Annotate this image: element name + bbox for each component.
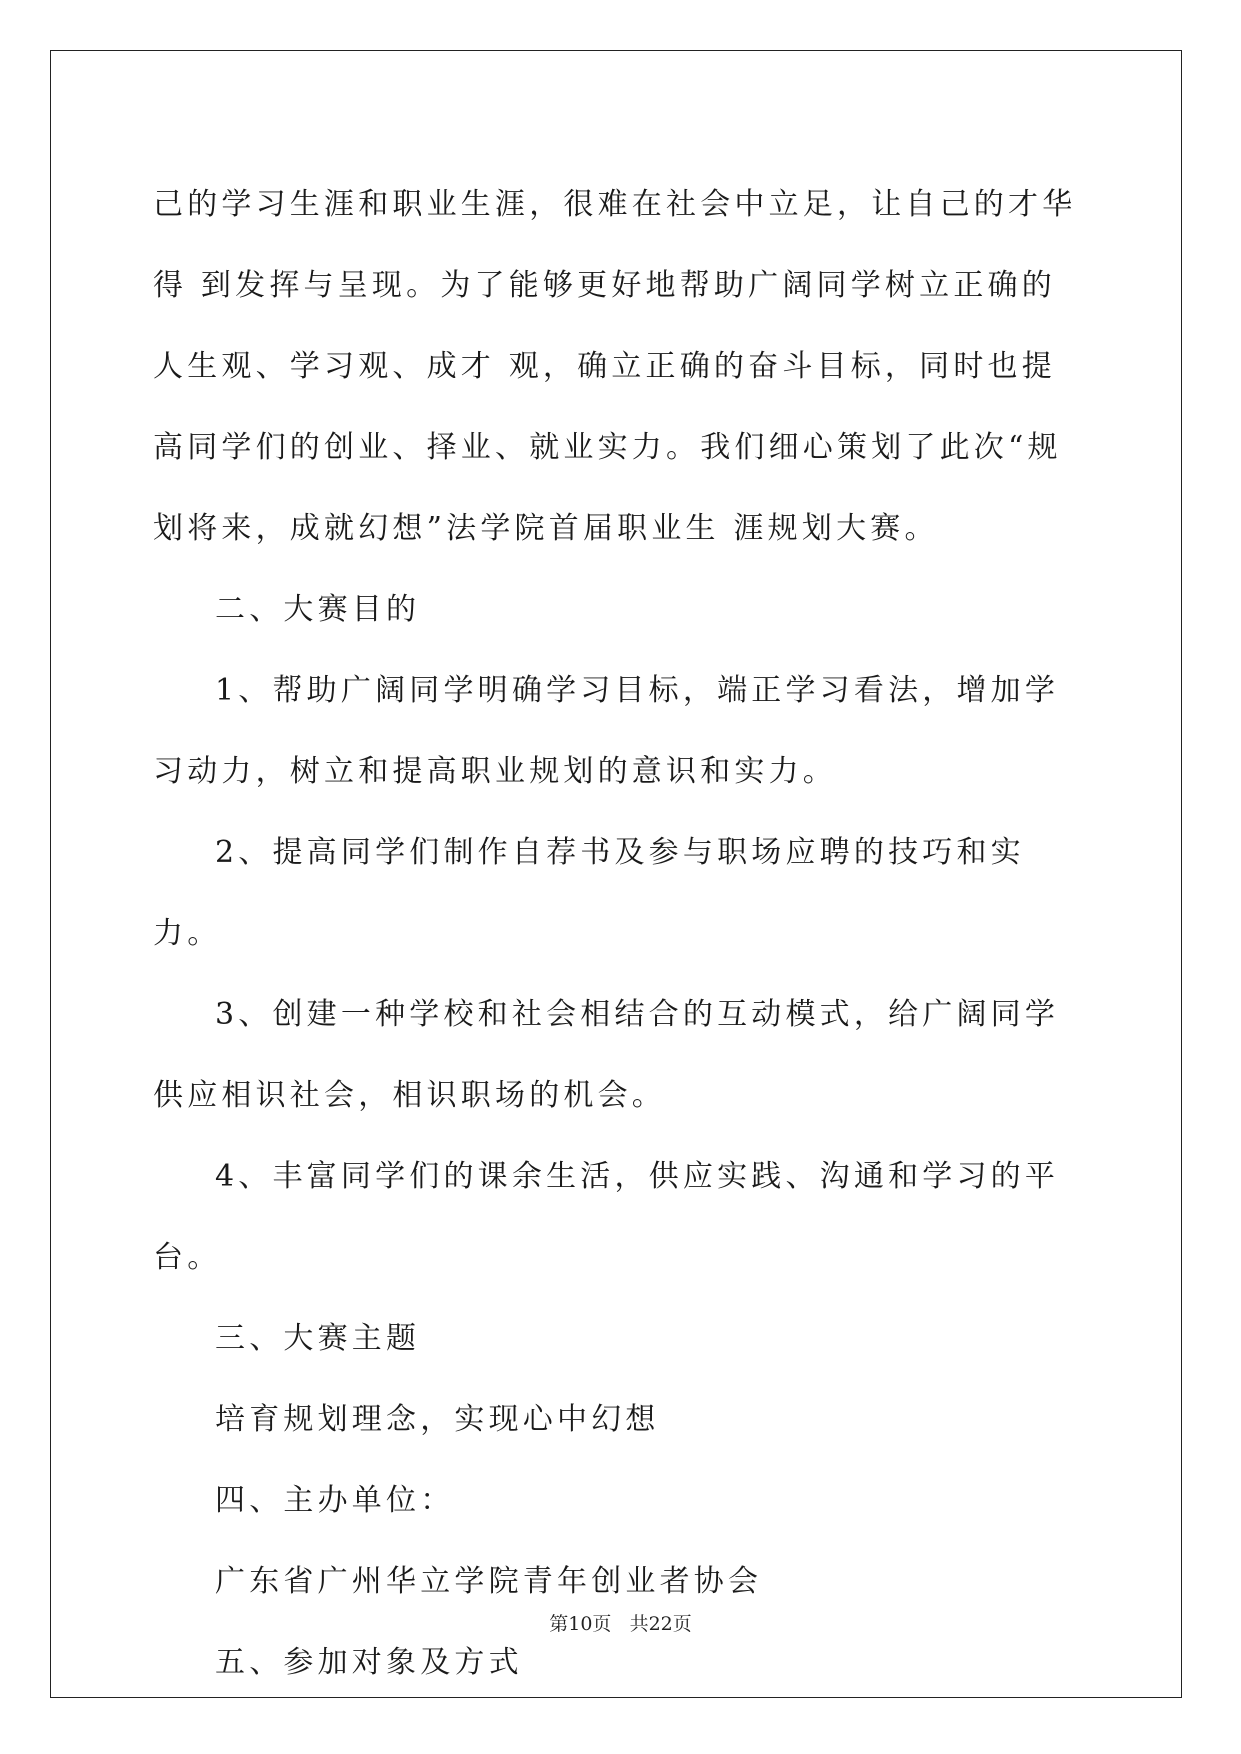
intro-paragraph: 己的学习生涯和职业生涯，很难在社会中立足，让自己的才华得 到发挥与呈现。为了能够更好地帮助广阔同学树立正确的人生观、学习观、成才 观，确立正确的奋斗目标，同时也提高同学们的创业、择业、就业实力。我们细心策划了此次“规划将来，成就幻想”法学院首届职业生 涯规划大赛。 <box>153 187 1077 546</box>
section-heading-organizer: 四、主办单位： <box>215 1483 455 1518</box>
page-number: 第10页 <box>549 1613 612 1635</box>
section-heading-purpose: 二、大赛目的 <box>215 592 421 627</box>
page-footer <box>0 1612 1241 1636</box>
theme-text: 培育规划理念，实现心中幻想 <box>215 1402 660 1437</box>
purpose-item-3: 3、创建一种学校和社会相结合的互动模式，给广阔同学供应相识社会，相识职场的机会。 <box>153 997 1060 1113</box>
section-heading-participants: 五、参加对象及方式 <box>215 1645 523 1680</box>
document-body <box>153 164 1089 1703</box>
page-total: 共22页 <box>629 1613 692 1635</box>
organizer-text: 广东省广州华立学院青年创业者协会 <box>215 1564 763 1599</box>
purpose-item-4: 4、丰富同学们的课余生活，供应实践、沟通和学习的平台。 <box>153 1159 1060 1275</box>
purpose-item-1: 1、帮助广阔同学明确学习目标，端正学习看法，增加学习动力，树立和提高职业规划的意识和实力。 <box>153 673 1060 789</box>
footer-spacer <box>611 1613 629 1635</box>
section-heading-theme: 三、大赛主题 <box>215 1321 421 1356</box>
purpose-item-2: 2、提高同学们制作自荐书及参与职场应聘的技巧和实力。 <box>153 835 1025 951</box>
